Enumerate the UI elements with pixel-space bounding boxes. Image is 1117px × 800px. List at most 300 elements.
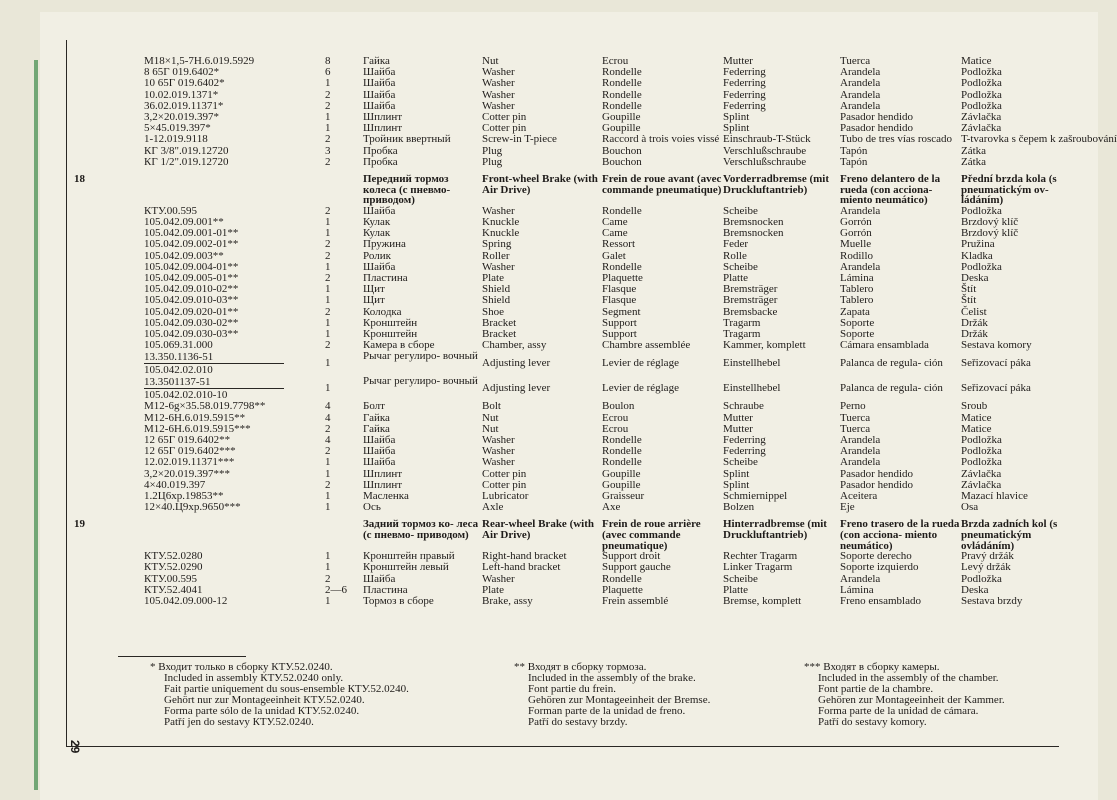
cell-de: Platte (723, 272, 749, 285)
cell-fr: Rondelle (602, 456, 642, 469)
cell-pn: M18×1,5-7H.6.019.5929 (144, 55, 255, 67)
part-number-top: 13.3501137-51 (144, 376, 211, 389)
cell-es: Gorrón (840, 227, 872, 240)
cell-pn (144, 351, 325, 376)
section-number-cell (74, 90, 144, 101)
section-number-cell (74, 401, 144, 412)
cell-cs: Brzdový klíč (961, 227, 1019, 240)
cell-cs: Závlačka (961, 478, 1002, 491)
cell-ru: Шайба (363, 77, 396, 90)
section-number-cell (74, 123, 144, 134)
cell-es: Soporte izquierdo (840, 561, 919, 574)
cell-qty: 1 (325, 111, 331, 124)
cell-ru: Болт (363, 400, 385, 413)
cell-en: Washer (482, 99, 515, 112)
cell-qty: 1 (325, 456, 331, 469)
cell-fr: Graisseur (602, 490, 645, 503)
cell-fr: Galet (602, 249, 626, 262)
cell-pn: 10 65Г 019.6402* (144, 77, 225, 90)
cell-en: Washer (482, 66, 515, 79)
cell-es: Zapata (840, 305, 870, 318)
cell-qty: 2 (325, 249, 331, 262)
footnote-line: Patří do sestavy komory. (818, 716, 927, 728)
cell-es: Soporte (840, 328, 875, 341)
cell-qty: 1 (325, 77, 331, 90)
cell-cs: Pružina (961, 238, 995, 251)
cell-en: Spring (482, 238, 512, 251)
section-number-cell (74, 101, 144, 112)
section-number-cell (74, 307, 144, 318)
cell-fr: Frein assemblé (602, 595, 669, 608)
section-number-cell (74, 480, 144, 491)
cell-en: Plate (482, 583, 504, 596)
cell-ru: Гайка (363, 55, 390, 67)
section-number-cell (74, 446, 144, 457)
section-number-cell (74, 376, 144, 401)
section-number-cell (74, 217, 144, 228)
cell-qty: 8 (325, 55, 331, 67)
section-number-cell (74, 206, 144, 217)
section-title-fr: Frein de roue avant (avec commande pneumatique) (602, 173, 722, 196)
section-number-cell (74, 251, 144, 262)
cell-pn: КТУ.00.595 (144, 204, 198, 217)
cell-de: Federring (723, 88, 766, 101)
cell-pn: 1.2Ц6хр.19853** (144, 490, 224, 503)
cell-ru: Тройник ввертный (363, 133, 451, 146)
cell-qty: 4 (325, 400, 331, 413)
cell-cs: Držák (961, 328, 988, 341)
section-number-cell (74, 67, 144, 78)
cell-fr: Support gauche (602, 561, 671, 574)
cell-es: Tapón (840, 155, 868, 168)
cell-de: Scheibe (723, 456, 758, 469)
cell-es: Arandela (840, 204, 881, 217)
cell-cs: Zátka (961, 144, 987, 157)
cell-pn: 12×40.Ц9хр.9650*** (144, 501, 241, 514)
cell-fr: Ecrou (602, 422, 629, 435)
cell-fr: Ecrou (602, 55, 629, 67)
cell-ru: Шайба (363, 260, 396, 273)
cell-es: Arandela (840, 445, 881, 458)
cell-qty: 2 (325, 339, 331, 352)
cell-de: Splint (723, 111, 750, 124)
cell-de: Feder (723, 238, 749, 251)
cell-es: Arandela (840, 88, 881, 101)
cell-qty: 1 (325, 382, 331, 395)
cell-qty: 2 (325, 272, 331, 285)
footnote-line: Included in assembly КТУ.52.0240 only. (164, 672, 344, 684)
cell-es: Lámina (840, 583, 874, 596)
part-row-lever (74, 376, 1058, 401)
cell-ru: Колодка (363, 305, 402, 318)
cell-en: Lubricator (482, 490, 529, 503)
cell-en: Cotter pin (482, 111, 527, 124)
cell-pn: 105.042.09.010-02** (144, 283, 239, 296)
cell-pn: 5×45.019.397* (144, 122, 211, 135)
cell-en: Washer (482, 434, 515, 447)
cell-qty: 1 (325, 595, 331, 608)
footnote-line: Included in the assembly of the brake. (528, 672, 696, 684)
cell-es: Eje (840, 501, 855, 514)
cell-es: Palanca de regula- ción (840, 382, 943, 395)
cell-de: Platte (723, 583, 749, 596)
cell-es: Pasador hendido (840, 122, 914, 135)
cell-ru: Шайба (363, 445, 396, 458)
cell-cs: Podložka (961, 99, 1002, 112)
cell-pn: 105.042.09.003** (144, 249, 224, 262)
cell-de: Federring (723, 445, 766, 458)
cell-es: Tapón (840, 144, 868, 157)
cell-ru: Пластина (363, 583, 408, 596)
cell-qty: 2 (325, 88, 331, 101)
cell-pn: 10.02.019.1371* (144, 88, 219, 101)
cell-pn: 12 65Г 019.6402** (144, 434, 231, 447)
cell-pn: КТУ.00.595 (144, 572, 198, 585)
cell-ru: Рычаг регулиро- вочный (363, 350, 478, 363)
cell-qty: 1 (325, 550, 331, 563)
section-number-cell (74, 157, 144, 168)
cell-de: Federring (723, 77, 766, 90)
part-row (74, 574, 1058, 585)
part-row (74, 401, 1058, 412)
cell-de: Bolzen (723, 501, 755, 514)
cell-ru: Пробка (363, 144, 398, 157)
section-title-en: Front-wheel Brake (with Air Drive) (482, 173, 598, 196)
cell-de: Tragarm (723, 316, 761, 329)
part-number-top: 13.350.1136-51 (144, 351, 214, 364)
section-pn-blank (144, 519, 325, 551)
cell-ru: Шайба (363, 572, 396, 585)
cell-ru: Шайба (363, 456, 396, 469)
cell-en: Washer (482, 88, 515, 101)
cell-ru: Шплинт (363, 111, 403, 124)
cell-ru: Шайба (363, 434, 396, 447)
cell-en: Left-hand bracket (482, 561, 561, 574)
cell-de: Bremsnocken (723, 227, 784, 240)
part-row (74, 340, 1058, 351)
cell-en: Cotter pin (482, 467, 527, 480)
page-number: 29 (68, 740, 82, 754)
cell-en: Adjusting lever (482, 382, 551, 395)
cell-es: Aceitera (840, 490, 878, 503)
section-number-cell (74, 318, 144, 329)
cell-ru: Кронштейн (363, 328, 418, 341)
section-number-cell (74, 457, 144, 468)
cell-ru: Шайба (363, 88, 396, 101)
cell-fr: Flasque (602, 294, 637, 307)
cell-es: Arandela (840, 66, 881, 79)
part-number-bottom: 105.042.02.010-10 (144, 388, 284, 401)
cell-pn (144, 376, 325, 401)
part-row (74, 78, 1058, 89)
cell-fr: Rondelle (602, 66, 642, 79)
cell-es: Pasador hendido (840, 467, 914, 480)
cell-qty: 2 (325, 155, 331, 168)
cell-cs: Deska (961, 272, 989, 285)
cell-es: Tuerca (840, 55, 871, 67)
cell-en: Roller (482, 249, 510, 262)
cell-de: Einschraub-T-Stück (723, 133, 811, 146)
cell-en: Chamber, assy (482, 339, 547, 352)
cell-pn: 36.02.019.11371* (144, 99, 224, 112)
section-title-es: Freno delantero de la rueda (con acciona- miento neumático) (840, 173, 941, 207)
cell-de: Bremsträger (723, 294, 778, 307)
cell-pn: 105.042.09.030-03** (144, 328, 239, 341)
cell-en: Shield (482, 294, 511, 307)
section-number-cell (74, 413, 144, 424)
cell-cs: Osa (961, 501, 979, 514)
cell-de: Splint (723, 478, 750, 491)
cell-de: Bremsbacke (723, 305, 778, 318)
cell-de: Kammer, komplett (723, 339, 806, 352)
cell-qty: 2 (325, 133, 331, 146)
cell-de: Bremsnocken (723, 216, 784, 229)
cell-es: Tuerca (840, 411, 871, 424)
footnote-line: * Входит только в сборку КТУ.52.0240. (150, 661, 333, 673)
cell-qty: 2 (325, 238, 331, 251)
cell-ru: Шайба (363, 66, 396, 79)
cell-qty: 2 (325, 478, 331, 491)
section-number-cell (74, 596, 144, 607)
cell-pn: 105.042.09.020-01** (144, 305, 239, 318)
cell-qty: 1 (325, 283, 331, 296)
cell-pn: 3,2×20.019.397*** (144, 467, 230, 480)
section-heading (74, 174, 1058, 206)
cell-es: Tablero (840, 294, 874, 307)
section-number-cell (74, 273, 144, 284)
section-title-ru: Передний тормоз колеса (с пневмо- приводом) (363, 173, 451, 207)
cell-de: Mutter (723, 55, 753, 67)
cell-en: Washer (482, 445, 515, 458)
cell-fr: Came (602, 227, 628, 240)
cell-pn: КГ 1/2".019.12720 (144, 155, 229, 168)
cell-ru: Шплинт (363, 122, 403, 135)
cell-ru: Шплинт (363, 467, 403, 480)
cell-fr: Ecrou (602, 411, 629, 424)
section-number-cell (74, 239, 144, 250)
cell-fr: Segment (602, 305, 641, 318)
cell-de: Verschlußschraube (723, 155, 807, 168)
cell-fr: Support (602, 316, 637, 329)
cell-fr: Ressort (602, 238, 635, 251)
cell-qty: 1 (325, 357, 331, 370)
cell-qty: 2 (325, 99, 331, 112)
cell-ru: Шайба (363, 204, 396, 217)
cell-en: Nut (482, 422, 499, 435)
cell-en: Adjusting lever (482, 357, 551, 370)
cell-de: Bremse, komplett (723, 595, 802, 608)
cell-cs: Čelist (961, 305, 987, 318)
cell-cs: Seřizovací páka (961, 357, 1031, 370)
cell-ru: Кулак (363, 216, 391, 229)
cell-fr: Bouchon (602, 155, 642, 168)
cell-qty: 1 (325, 490, 331, 503)
section-number: 18 (74, 173, 85, 186)
cell-es: Gorrón (840, 216, 872, 229)
cell-cs: Podložka (961, 260, 1002, 273)
cell-de: Schraube (723, 400, 764, 413)
cell-ru: Масленка (363, 490, 409, 503)
cell-ru: Шплинт (363, 478, 403, 491)
cell-pn: КТУ.52.0290 (144, 561, 203, 574)
section-number-cell (74, 134, 144, 145)
cell-en: Screw-in T-piece (482, 133, 557, 146)
cell-fr: Plaquette (602, 583, 643, 596)
footnote-line: Fait partie uniquement du sous-ensemble КТУ.52.0240. (164, 683, 409, 695)
part-row (74, 157, 1058, 168)
cell-es: Arandela (840, 456, 881, 469)
footnote-line: Forma parte de la unidad de cámara. (818, 705, 979, 717)
cell-cs: Levý držák (961, 561, 1011, 574)
cell-ru: Ролик (363, 249, 391, 262)
part-row (74, 133, 1117, 146)
cell-qty: 2 (325, 572, 331, 585)
section-number-cell (74, 112, 144, 123)
cell-cs: Seřizovací páka (961, 382, 1031, 395)
cell-es: Freno ensamblado (840, 595, 921, 608)
section-number-cell (74, 340, 144, 351)
cell-ru: Шайба (363, 99, 396, 112)
cell-qty: 2—6 (325, 583, 347, 596)
cell-qty: 4 (325, 434, 331, 447)
cell-en: Shield (482, 283, 511, 296)
cell-fr: Raccord à trois voies vissé (602, 133, 720, 146)
cell-cs: Matice (961, 411, 992, 424)
cell-cs: Podložka (961, 445, 1002, 458)
cell-ru: Пластина (363, 272, 408, 285)
section-title-de: Vorderradbremse (mit Druckluftantrieb) (723, 173, 830, 196)
cell-qty: 3 (325, 144, 331, 157)
cell-en: Bolt (482, 400, 501, 413)
cell-cs: Zátka (961, 155, 987, 168)
cell-de: Linker Tragarm (723, 561, 793, 574)
cell-es: Soporte derecho (840, 550, 912, 563)
cell-es: Arandela (840, 434, 881, 447)
cell-cs: Sestava komory (961, 339, 1032, 352)
cell-cs: Sroub (961, 400, 988, 413)
cell-cs: Závlačka (961, 467, 1002, 480)
cell-fr: Rondelle (602, 445, 642, 458)
cell-fr: Rondelle (602, 572, 642, 585)
cell-de: Federring (723, 66, 766, 79)
cell-ru: Гайка (363, 422, 390, 435)
cell-qty: 1 (325, 294, 331, 307)
cell-en: Washer (482, 77, 515, 90)
cell-en: Bracket (482, 328, 517, 341)
cell-en: Knuckle (482, 227, 520, 240)
cell-pn: 105.042.09.005-01** (144, 272, 239, 285)
part-row (74, 562, 1058, 573)
cell-de: Scheibe (723, 260, 758, 273)
cell-fr: Rondelle (602, 88, 642, 101)
cell-en: Nut (482, 55, 499, 67)
footnote-triple-star (804, 662, 1005, 728)
cell-es: Perno (840, 400, 866, 413)
cell-fr: Levier de réglage (602, 357, 679, 370)
cell-qty: 6 (325, 66, 331, 79)
cell-es: Soporte (840, 316, 875, 329)
cell-pn: 12.02.019.11371*** (144, 456, 235, 469)
cell-ru: Щит (363, 294, 385, 307)
cell-fr: Levier de réglage (602, 382, 679, 395)
cell-fr: Flasque (602, 283, 637, 296)
part-row (74, 596, 1058, 607)
section-number-cell (74, 146, 144, 157)
cell-es: Arandela (840, 99, 881, 112)
cell-de: Rolle (723, 249, 747, 262)
cell-fr: Boulon (602, 400, 635, 413)
cell-fr: Rondelle (602, 260, 642, 273)
section-number-cell (74, 424, 144, 435)
cell-qty: 1 (325, 216, 331, 229)
cell-qty: 1 (325, 467, 331, 480)
cell-fr: Axe (602, 501, 621, 514)
cell-de: Schmiernippel (723, 490, 788, 503)
cell-es: Tubo de tres vías roscado (840, 133, 953, 146)
cell-de: Splint (723, 122, 750, 135)
section-title-en: Rear-wheel Brake (with Air Drive) (482, 518, 595, 542)
cell-pn: 105.042.09.000-12 (144, 595, 228, 608)
footnote-single-star (150, 662, 409, 728)
cell-cs: Sestava brzdy (961, 595, 1023, 608)
cell-es: Arandela (840, 77, 881, 90)
section-number-cell (74, 469, 144, 480)
section-number-cell (74, 228, 144, 239)
section-number: 19 (74, 518, 85, 531)
cell-cs: T-tvarovka s čepem k zašroubování (961, 133, 1117, 146)
cell-cs: Matice (961, 55, 992, 67)
cell-fr: Rondelle (602, 434, 642, 447)
section-title-de: Hinterradbremse (mit Druckluftantrieb) (723, 518, 827, 542)
cell-en: Cotter pin (482, 122, 527, 135)
footnote-line: Included in the assembly of the chamber. (818, 672, 999, 684)
cell-en: Bracket (482, 316, 517, 329)
footnote-rule (118, 656, 246, 657)
cell-de: Mutter (723, 411, 753, 424)
cell-fr: Goupille (602, 478, 641, 491)
cell-cs: Kladka (961, 249, 993, 262)
cell-pn: 105.042.09.001** (144, 216, 224, 229)
cell-es: Pasador hendido (840, 111, 914, 124)
cell-pn: 1-12.019.9118 (144, 133, 208, 146)
section-number-cell (74, 574, 144, 585)
cell-de: Scheibe (723, 204, 758, 217)
cell-es: Tablero (840, 283, 874, 296)
footnote-line: Gehört nur zur Montageeinheit КТУ.52.0240. (164, 694, 365, 706)
cell-en: Plug (482, 144, 503, 157)
cell-en: Knuckle (482, 216, 520, 229)
cell-cs: Podložka (961, 434, 1002, 447)
cell-pn: 105.042.09.001-01** (144, 227, 239, 240)
section-number-cell (74, 295, 144, 306)
footnote-line: Patří do sestavy brzdy. (528, 716, 628, 728)
cell-pn: КТУ.52.0280 (144, 550, 203, 563)
cell-qty: 1 (325, 260, 331, 273)
section-number-cell (74, 56, 144, 67)
footnote-line: Forman parte de la unidad de freno. (528, 705, 686, 717)
cell-qty: 2 (325, 422, 331, 435)
cell-cs: Matice (961, 422, 992, 435)
footnote-line: ** Входят в сборку тормоза. (514, 661, 647, 673)
cell-cs: Pravý držák (961, 550, 1014, 563)
cell-qty: 2 (325, 305, 331, 318)
cell-de: Tragarm (723, 328, 761, 341)
cell-cs: Štít (961, 294, 977, 307)
cell-pn: КТУ.52.4041 (144, 583, 203, 596)
part-number-bottom: 105.042.02.010 (144, 363, 284, 376)
cell-cs: Držák (961, 316, 988, 329)
cell-de: Einstellhebel (723, 357, 781, 370)
